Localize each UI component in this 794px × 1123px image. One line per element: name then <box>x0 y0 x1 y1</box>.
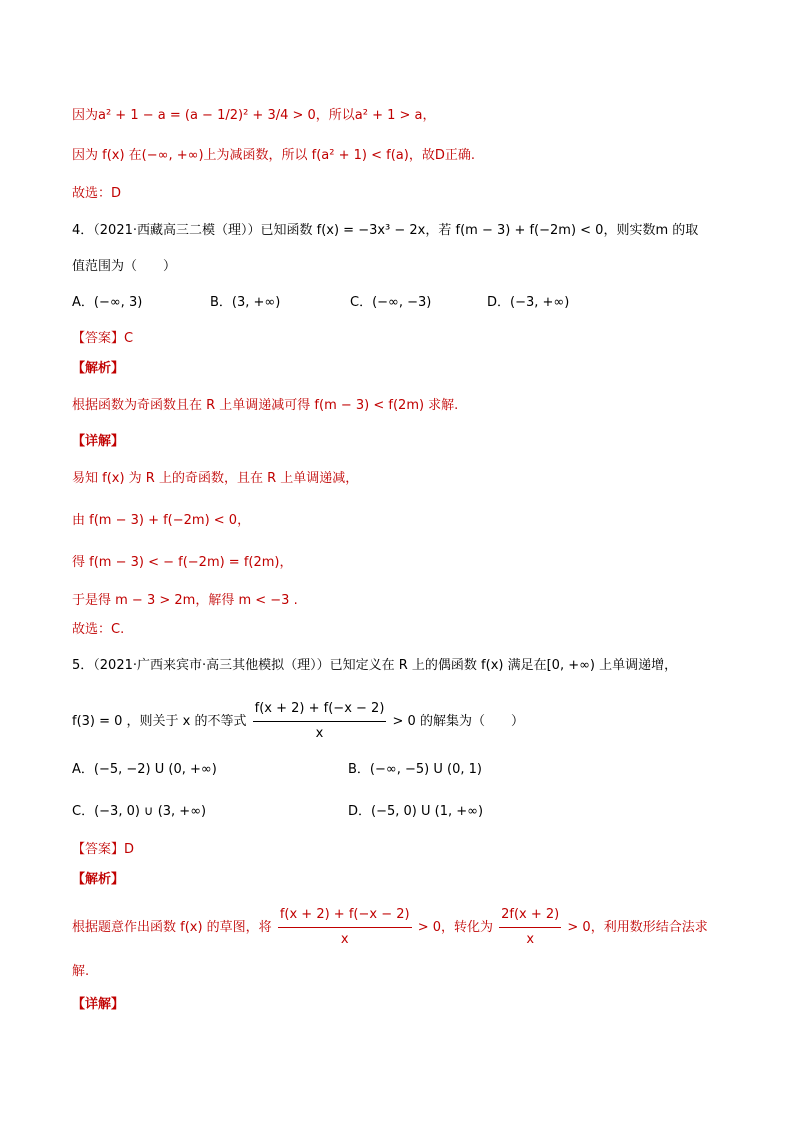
question-4: 4．（2021·西藏高三二模（理））已知函数 f(x) = −3x³ − 2x，若 f(m − 3) + f(−2m) < 0，则实数m 的取 <box>72 223 699 238</box>
q5-option-a: A．(−5, −2) U (0, +∞) <box>72 762 217 777</box>
answer-5: 【答案】D <box>72 842 135 857</box>
detail-line-4: 于是得 m − 3 > 2m，解得 m < −3 . <box>72 593 298 608</box>
q5-prefix: f(3) = 0 ，则关于 x 的不等式 <box>72 714 247 729</box>
question-4-continued: 值范围为（ ） <box>72 259 177 274</box>
analysis-5-fraction-2-numerator: 2f(x + 2) <box>499 904 561 928</box>
analysis-5-fraction-1 <box>278 904 412 951</box>
analysis-5-fraction-2 <box>499 904 561 951</box>
detail-line-5: 故选：C. <box>72 622 125 637</box>
detail-line-1: 易知 f(x) 为 R 上的奇函数，且在 R 上单调递减， <box>72 471 359 486</box>
solution-line-1: 因为a² + 1 − a = (a − 1/2)² + 3/4 > 0，所以a² + 1 > a， <box>72 108 436 123</box>
q5-fraction-numerator: f(x + 2) + f(−x − 2) <box>253 698 387 722</box>
analysis-5-fraction-1-numerator: f(x + 2) + f(−x − 2) <box>278 904 412 928</box>
q4-option-d: D．(−3, +∞) <box>487 295 570 310</box>
analysis-5-suffix: > 0，利用数形结合法求 <box>567 920 708 935</box>
q5-fraction-denominator: x <box>315 726 324 741</box>
answer-4: 【答案】C <box>72 331 134 346</box>
q4-option-b: B．(3, +∞) <box>210 295 281 310</box>
analysis-heading-4: 【解析】 <box>72 361 125 376</box>
detail-line-3: 得 f(m − 3) < − f(−2m) = f(2m)， <box>72 555 293 570</box>
analysis-text-4: 根据函数为奇函数且在 R 上单调递减可得 f(m − 3) < f(2m) 求解. <box>72 398 459 413</box>
q5-option-b: B．(−∞, −5) U (0, 1) <box>348 762 482 777</box>
detail-line-2: 由 f(m − 3) + f(−2m) < 0， <box>72 513 251 528</box>
q4-option-a: A．(−∞, 3) <box>72 295 143 310</box>
analysis-5-prefix: 根据题意作出函数 f(x) 的草图，将 <box>72 920 272 935</box>
analysis-heading-5: 【解析】 <box>72 872 125 887</box>
question-5-continued <box>72 698 524 745</box>
analysis-text-5 <box>72 904 708 951</box>
q5-fraction <box>253 698 387 745</box>
analysis-5-fraction-2-denominator: x <box>526 932 535 947</box>
detail-heading-4: 【详解】 <box>72 434 125 449</box>
analysis-text-5-end: 解. <box>72 964 90 979</box>
analysis-5-middle: > 0，转化为 <box>417 920 493 935</box>
q5-suffix: > 0 的解集为（ ） <box>392 714 524 729</box>
q5-option-d: D．(−5, 0) U (1, +∞) <box>348 804 484 819</box>
q4-option-c: C．(−∞, −3) <box>350 295 432 310</box>
analysis-5-fraction-1-denominator: x <box>340 932 349 947</box>
detail-heading-5: 【详解】 <box>72 997 125 1012</box>
solution-choice-3: 故选：D <box>72 186 122 201</box>
question-5: 5．（2021·广西来宾市·高三其他模拟（理））已知定义在 R 上的偶函数 f(x) 满足在[0, +∞) 上单调递增， <box>72 658 678 673</box>
solution-line-2: 因为 f(x) 在(−∞, +∞)上为减函数，所以 f(a² + 1) < f(a)，故D正确. <box>72 148 475 163</box>
q5-option-c: C．(−3, 0) ∪ (3, +∞) <box>72 804 207 819</box>
